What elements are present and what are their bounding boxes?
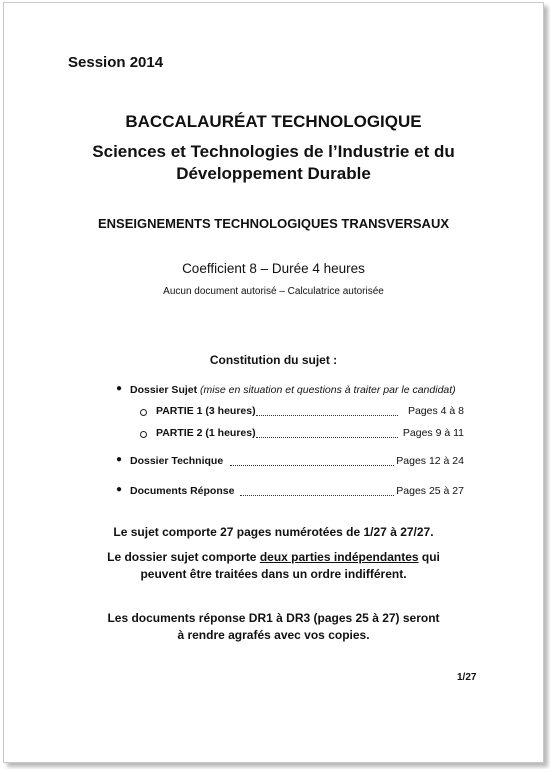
documents-reponse-item	[130, 485, 464, 499]
dossier-technique-pages: Pages 12 à 24	[396, 455, 464, 467]
dossier-sujet-label: Dossier Sujet	[130, 384, 198, 396]
dot-leader	[230, 465, 394, 466]
exam-subtitle-line1: Sciences et Technologies de l’Industrie et du	[92, 142, 455, 161]
dot-leader	[240, 495, 394, 496]
partie-1-item	[156, 405, 464, 419]
exam-subtitle-line2: Développement Durable	[176, 164, 371, 183]
document-reponse-line1: Les documents réponse DR1 à DR3 (pages 25 à 27) seront	[107, 611, 440, 625]
dossier-technique-label: Dossier Technique	[130, 455, 224, 467]
session-label: Session 2014	[68, 54, 164, 71]
partie-1-label: PARTIE 1 (3 heures)	[156, 405, 256, 417]
circle-bullet-icon	[140, 431, 147, 438]
independent-parts-emphasis: deux parties indépendantes	[259, 550, 419, 564]
dossier-technique-item	[130, 455, 464, 469]
independent-parts-suffix: qui	[418, 550, 440, 564]
independent-parts-note	[4, 549, 543, 583]
dossier-sujet-item	[130, 384, 480, 398]
dossier-sujet-text	[130, 384, 456, 396]
independent-parts-line1	[4, 549, 543, 566]
documents-reponse-label: Documents Réponse	[130, 485, 235, 497]
document-reponse-note	[4, 610, 543, 644]
section-title: ENSEIGNEMENTS TECHNOLOGIQUES TRANSVERSAUX	[97, 216, 450, 231]
bullet-icon: ●	[116, 484, 123, 495]
partie-2-pages: Pages 9 à 11	[402, 427, 464, 439]
page-count-note: Le sujet comporte 27 pages numérotées de 1/27 à 27/27.	[113, 525, 434, 539]
exam-subtitle	[4, 141, 543, 185]
circle-bullet-icon	[140, 409, 147, 416]
independent-parts-line2: peuvent être traitées dans un ordre indifférent.	[140, 567, 407, 581]
independent-parts-prefix: Le dossier sujet comporte	[107, 550, 260, 564]
page-number: 1/27	[457, 672, 477, 683]
partie-2-item	[156, 427, 464, 441]
document-reponse-line2: à rendre agrafés avec vos copies.	[177, 628, 370, 642]
coefficient-duration: Coefficient 8 – Durée 4 heures	[182, 261, 365, 276]
partie-1-pages: Pages 4 à 8	[407, 405, 464, 417]
exam-rules: Aucun document autorisé – Calculatrice autorisée	[163, 286, 384, 297]
documents-reponse-pages: Pages 25 à 27	[396, 485, 464, 497]
exam-title: BACCALAURÉAT TECHNOLOGIQUE	[125, 112, 422, 131]
bullet-icon: ●	[116, 454, 123, 465]
document-page	[3, 2, 544, 763]
bullet-icon: ●	[116, 383, 123, 394]
dot-leader	[256, 415, 398, 416]
dot-leader	[256, 437, 398, 438]
constitution-heading: Constitution du sujet :	[209, 353, 338, 367]
dossier-sujet-note: (mise en situation et questions à traiter par le candidat)	[200, 384, 456, 396]
partie-2-label: PARTIE 2 (1 heures)	[156, 427, 256, 439]
